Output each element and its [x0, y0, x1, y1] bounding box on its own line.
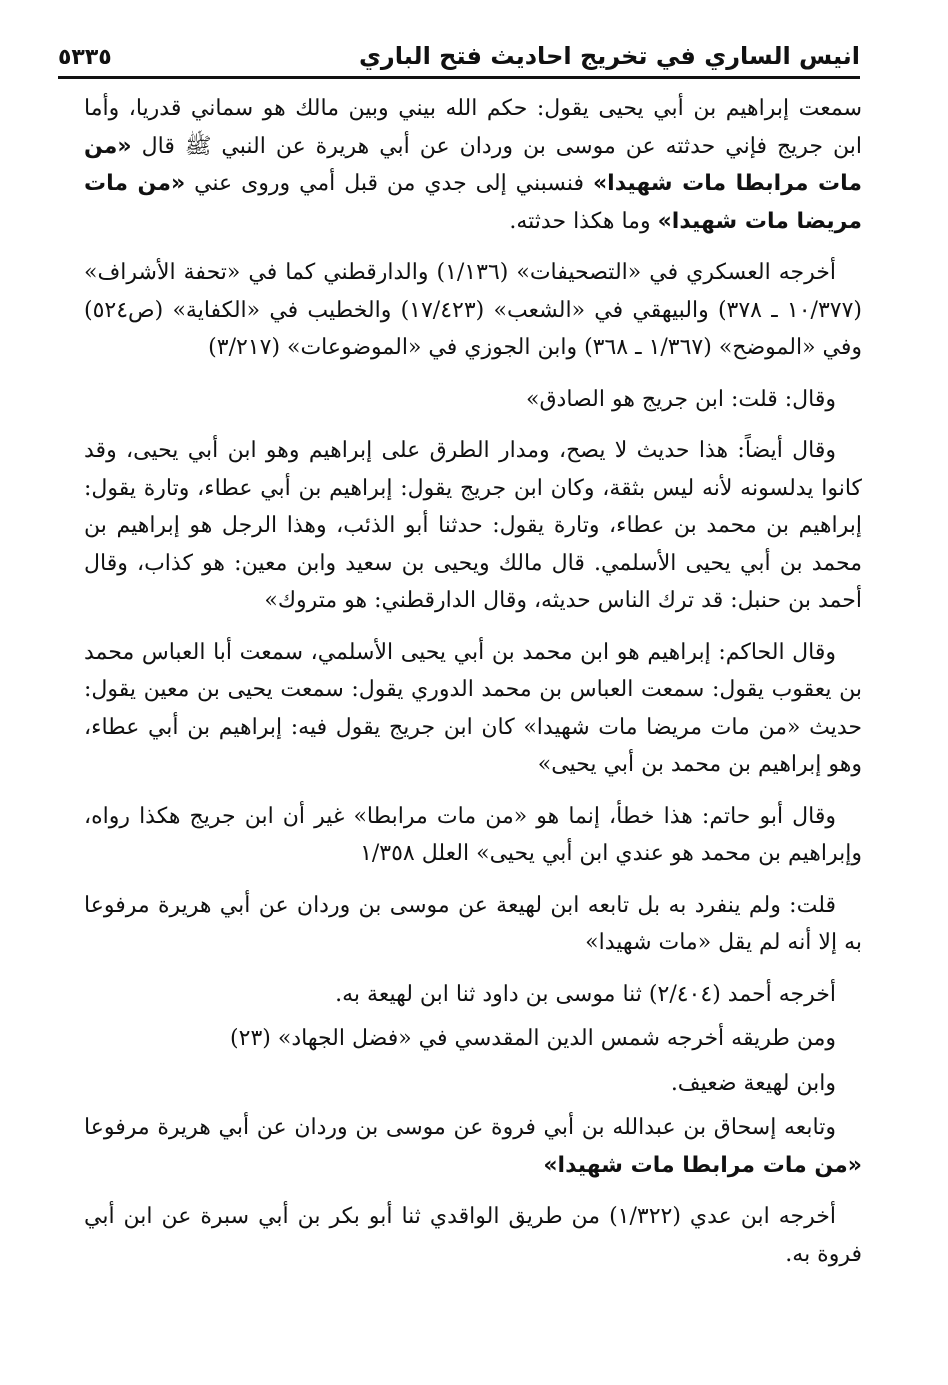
paragraph: [84, 1109, 862, 1184]
paragraph: [84, 1198, 862, 1273]
paragraph: [84, 432, 862, 620]
page-number: ٥٣٣٥: [58, 45, 112, 70]
paragraph: [84, 1065, 862, 1103]
paragraph: [84, 887, 862, 962]
text-segment: قلت: ولم ينفرد به بل تابعه ابن لهيعة عن موسى بن وردان عن أبي هريرة مرفوعا به إلا أنه لم يقل «مات شهيدا»: [84, 892, 862, 955]
text-segment: وتابعه إسحاق بن عبدالله بن أبي فروة عن موسى بن وردان عن أبي هريرة مرفوعا: [84, 1115, 836, 1140]
text-segment: وقال: قلت: ابن جريج هو الصادق»: [526, 386, 836, 412]
paragraph: [84, 976, 862, 1014]
paragraph: [84, 254, 862, 367]
hadith-quote: «من مات مريضا مات شهيدا»: [84, 171, 862, 234]
text-segment: وابن لهيعة ضعيف.: [670, 1070, 836, 1096]
text-segment: أخرجه أحمد (٢/٤٠٤) ثنا موسى بن داود ثنا ابن لهيعة به.: [335, 981, 836, 1007]
paragraph: [84, 90, 862, 240]
paragraph: [84, 634, 862, 784]
hadith-quote: «من مات مرابطا مات شهيدا»: [84, 133, 862, 196]
body-text: [84, 90, 862, 1345]
text-segment: وما هكذا حدثته.: [509, 208, 658, 234]
text-segment: سمعت إبراهيم بن أبي يحيى يقول: حكم الله بيني وبين مالك هو سماني قدريا، وأما ابن جريج فإني حدثته عن موسى بن وردان عن أبي هريرة عن النبي ﷺ قال: [84, 96, 862, 159]
text-segment: وقال الحاكم: إبراهيم هو ابن محمد بن أبي يحيى الأسلمي، سمعت أبا العباس محمد بن يعقوب يقول: سمعت العباس بن محمد الدوري يقول: سمعت يحيى بن معين يقول: حديث «من مات مريضا مات شهيدا» كان ابن جريج يقول فيه: إبراهيم بن أبي عطاء، وهو إبراهيم بن محمد بن أبي يحيى»: [84, 639, 862, 777]
page-header: [58, 28, 860, 70]
text-segment: وقال أبو حاتم: هذا خطأ، إنما هو «من مات مرابطا» غير أن ابن جريج هكذا رواه، وإبراهيم بن محمد هو عندي ابن أبي يحيى» العلل ١/٣٥٨: [84, 803, 862, 866]
paragraph: [84, 381, 862, 419]
running-title: انيس الساري في تخريج احاديث فتح الباري: [358, 42, 860, 70]
text-segment: وقال أيضاً: هذا حديث لا يصح، ومدار الطرق على إبراهيم وهو ابن أبي يحيى، وقد كانوا يدلسونه لأنه ليس بثقة، وكان ابن جريج يقول: إبراهيم بن أبي عطاء، وتارة يقول: إبراهيم بن محمد بن عطاء، وتارة يقول: حدثنا أبو الذئب، وهذا الرجل هو إبراهيم بن محمد بن أبي يحيى الأسلمي. قال مالك ويحيى بن سعيد وابن معين: هو كذاب، وقال أحمد بن حنبل: قد ترك الناس حديثه، وقال الدارقطني: هو متروك»: [84, 438, 862, 613]
text-segment: ومن طريقه أخرجه شمس الدين المقدسي في «فضل الجهاد» (٢٣): [230, 1026, 836, 1051]
text-segment: أخرجه العسكري في «التصحيفات» (١/١٣٦) والدارقطني كما في «تحفة الأشراف» (١٠/٣٧٧ ـ ٣٧٨) والبيهقي في «الشعب» (١٧/٤٢٣) والخطيب في «الكفاية» (ص٥٢٤) وفي «الموضح» (١/٣٦٧ ـ ٣٦٨) وابن الجوزي في «الموضوعات» (٣/٢١٧): [84, 260, 862, 360]
paragraph: [84, 798, 862, 873]
text-segment: أخرجه ابن عدي (١/٣٢٢) من طريق الواقدي ثنا أبو بكر بن أبي سبرة عن ابن أبي فروة به.: [84, 1204, 862, 1267]
hadith-quote: «من مات مرابطا مات شهيدا»: [543, 1152, 862, 1178]
text-segment: فنسبني إلى جدي من قبل أمي وروى عني: [185, 171, 593, 196]
paragraph: [84, 1020, 862, 1058]
header-rule: [58, 76, 860, 79]
